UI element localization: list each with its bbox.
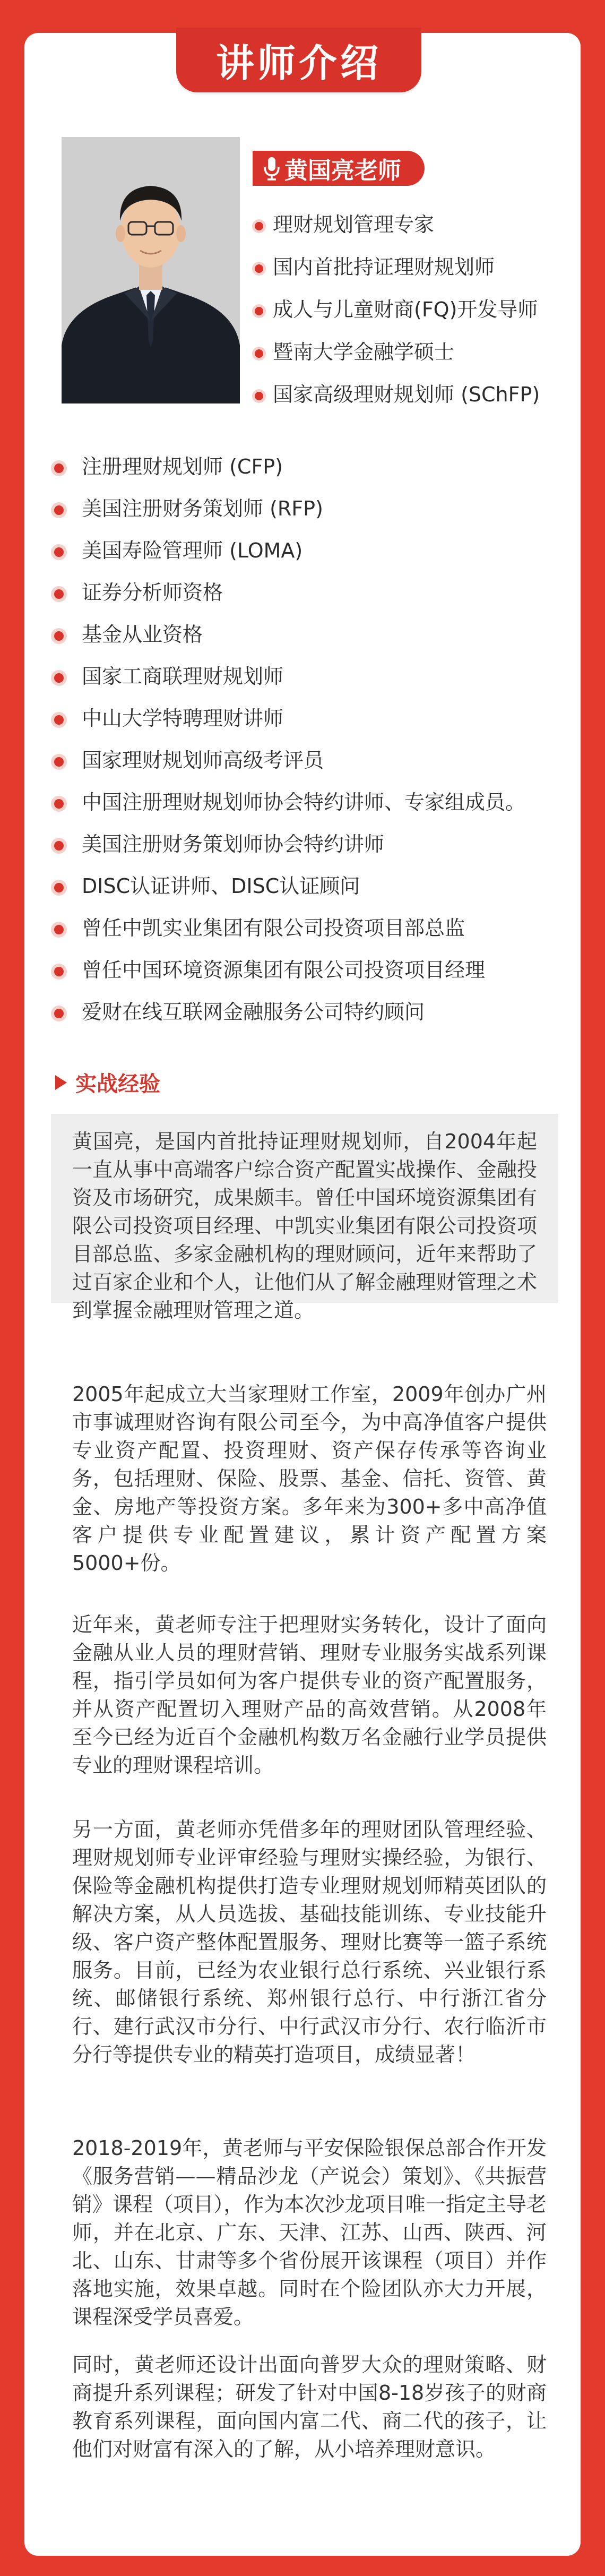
list-item: DISC认证讲师、DISC认证顾问 <box>51 865 525 907</box>
instructor-photo <box>62 137 240 403</box>
bullet-dot-icon <box>255 307 263 315</box>
microphone-icon <box>262 155 281 182</box>
bullet-dot-icon <box>54 715 64 725</box>
list-item: 中山大学特聘理财讲师 <box>51 698 525 740</box>
credentials-list <box>51 446 525 1033</box>
list-item: 中国注册理财规划师协会特约讲师、专家组成员。 <box>51 782 525 823</box>
list-item: 曾任中凯实业集团有限公司投资项目部总监 <box>51 907 525 949</box>
list-item: 曾任中国环境资源集团有限公司投资项目经理 <box>51 949 525 991</box>
bullet-dot-icon <box>54 799 64 809</box>
bullet-dot-icon <box>255 264 263 273</box>
experience-paragraph: 另一方面，黄老师亦凭借多年的理财团队管理经验、理财规划师专业评审经验与理财实操经验，为银行、保险等金融机构提供打造专业理财规划师精英团队的解决方案，从人员选拔、基础技能训练、专业技能升级、客户资产整体配置服务、理财比赛等一篮子系统服务。目前，已经为农业银行总行系统、兴业银行系统、邮储银行系统、郑州银行总行、中行浙江省分行、建行武汉市分行、中行武汉市分行、农行临沂市分行等提供专业的精英打造项目，成绩显著！ <box>72 1818 547 2066</box>
list-item: 国内首批持证理财规划师 <box>255 251 540 293</box>
bullet-dot-icon <box>54 589 64 599</box>
bullet-dot-icon <box>54 967 64 976</box>
page-title: 讲师介绍 <box>176 28 421 92</box>
list-item: 理财规划管理专家 <box>255 208 540 251</box>
bullet-dot-icon <box>54 505 64 515</box>
experience-summary: 黄国亮，是国内首批持证理财规划师，自2004年起一直从事中高端客户综合资产配置实战操作、金融投资及市场研究，成果颇丰。曾任中国环境资源集团有限公司投资项目经理、中凯实业集团有限公司投资项目部总监、多家金融机构的理财顾问，近年来帮助了过百家企业和个人，让他们从了解金融理财管理之术到掌握金融理财管理之道。 <box>51 1114 558 1303</box>
experience-paragraph: 近年来，黄老师专注于把理财实务转化，设计了面向金融从业人员的理财营销、理财专业服务实战系列课程，指引学员如何为客户提供专业的资产配置服务，并从资产配置切入理财产品的高效营销。从2008年至今已经为近百个金融机构数万名金融行业学员提供专业的理财课程培训。 <box>72 1613 547 1777</box>
bullet-dot-icon <box>255 222 263 230</box>
list-item: 证券分析师资格 <box>51 572 525 614</box>
list-item: 国家高级理财规划师 (SChFP) <box>255 378 540 420</box>
experience-heading: 实战经验 <box>55 1067 160 1097</box>
list-item: 基金从业资格 <box>51 614 525 656</box>
bullet-dot-icon <box>54 631 64 641</box>
triangle-marker-icon <box>55 1075 67 1090</box>
bullet-dot-icon <box>54 925 64 934</box>
profile-tags <box>255 208 540 420</box>
bullet-dot-icon <box>54 883 64 892</box>
list-item: 国家工商联理财规划师 <box>51 656 525 698</box>
bullet-dot-icon <box>54 757 64 767</box>
list-item: 国家理财规划师高级考评员 <box>51 740 525 782</box>
bullet-dot-icon <box>255 349 263 358</box>
list-item: 美国注册财务策划师 (RFP) <box>51 488 525 530</box>
list-item: 美国注册财务策划师协会特约讲师 <box>51 823 525 865</box>
bullet-dot-icon <box>54 463 64 473</box>
list-item: 暨南大学金融学硕士 <box>255 336 540 378</box>
instructor-name-badge <box>253 151 425 186</box>
bullet-dot-icon <box>54 547 64 557</box>
list-item: 爱财在线互联网金融服务公司特约顾问 <box>51 991 525 1033</box>
bullet-dot-icon <box>54 841 64 851</box>
bullet-dot-icon <box>54 673 64 683</box>
list-item: 美国寿险管理师 (LOMA) <box>51 530 525 572</box>
bullet-dot-icon <box>255 392 263 400</box>
list-item: 成人与儿童财商(FQ)开发导师 <box>255 293 540 336</box>
list-item: 注册理财规划师 (CFP) <box>51 446 525 488</box>
experience-paragraph: 2005年起成立大当家理财工作室，2009年创办广州市事诚理财咨询有限公司至今，为中高净值客户提供专业资产配置、投资理财、资产保存传承等咨询业务，包括理财、保险、股票、基金、信托、资管、黄金、房地产等投资方案。多年来为300+多中高净值客户提供专业配置建议，累计资产配置方案5000+份。 <box>72 1383 547 1575</box>
instructor-name: 黄国亮老师 <box>284 157 401 184</box>
experience-paragraph: 同时，黄老师还设计出面向普罗大众的理财策略、财商提升系列课程；研发了针对中国8-18岁孩子的财商教育系列课程，面向国内富二代、商二代的孩子，让他们对财富有深入的了解，从小培养理财意识。 <box>72 2353 547 2461</box>
bullet-dot-icon <box>54 1009 64 1018</box>
experience-paragraph: 2018-2019年，黄老师与平安保险银保总部合作开发《服务营销——精品沙龙（产说会）策划》、《共振营销》课程（项目），作为本次沙龙项目唯一指定主导老师，并在北京、广东、天津、江苏、山西、陕西、河北、山东、甘肃等多个省份展开该课程（项目）并作落地实施，效果卓越。同时在个险团队亦大力开展，课程深受学员喜爱。 <box>72 2136 547 2329</box>
